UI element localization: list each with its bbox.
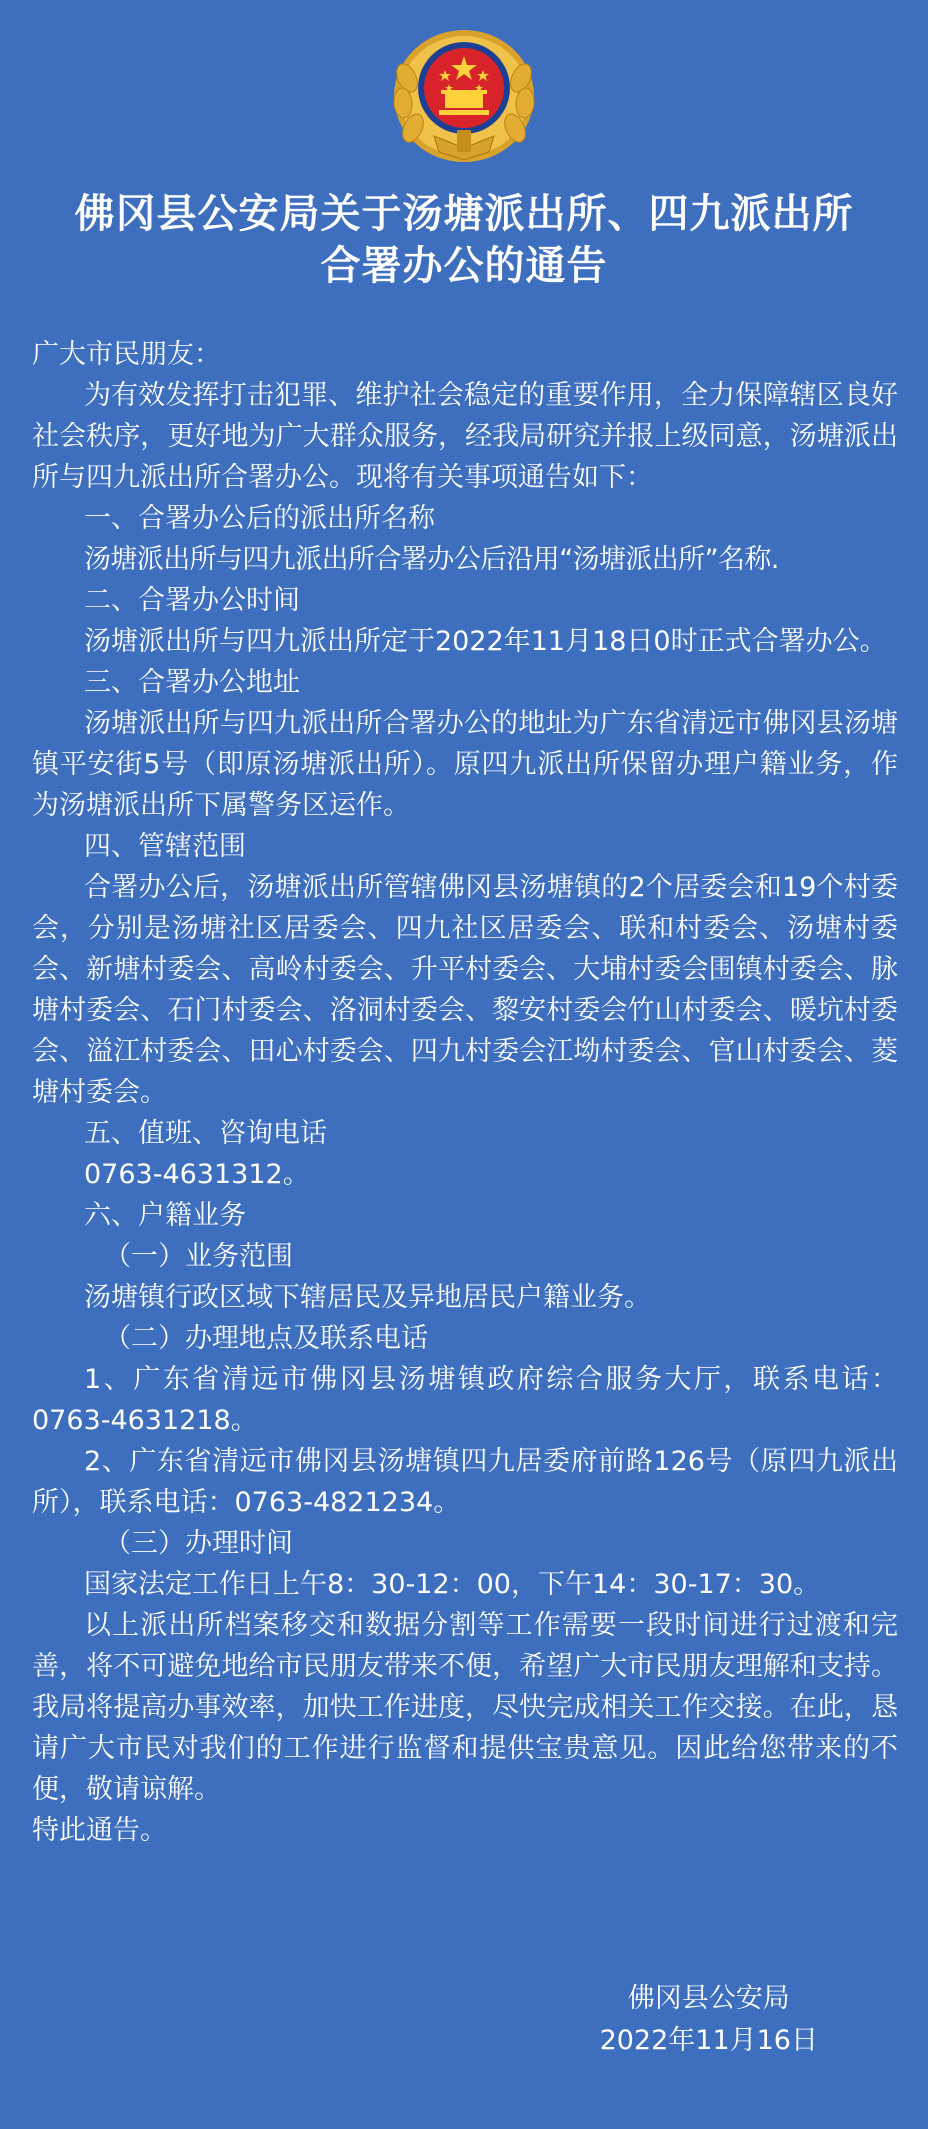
- police-emblem-icon: [389, 18, 539, 168]
- signature-block: [600, 1978, 818, 2062]
- hotline-number: 0763-4631312。: [84, 1159, 310, 1190]
- salutation: 广大市民朋友：: [32, 339, 221, 370]
- paragraph-jurisdiction: 合署办公后，汤塘派出所管辖佛冈县汤塘镇的2个居委会和19个村委会，分别是汤塘社区居委会、四九社区居委会、联和村委会、汤塘村委会、新塘村委会、高岭村委会、升平村委会、大埔村委会围镇村委会、脉塘村委会、石门村委会、洛洞村委会、黎安村委会竹山村委会、暖坑村委会、溢江村委会、田心村委会、四九村委会江坳村委会、官山村委会、菱塘村委会。: [32, 872, 898, 1108]
- section-heading-1: 一、合署办公后的派出所名称: [84, 503, 435, 534]
- signature-date: 2022年11月16日: [599, 2025, 818, 2056]
- subsection-heading-2: （二）办理地点及联系电话: [104, 1323, 428, 1354]
- paragraph-location-1: 1、广东省清远市佛冈县汤塘镇政府综合服务大厅，联系电话：0763-4631218。: [32, 1364, 898, 1436]
- section-heading-4: 四、管辖范围: [84, 831, 246, 862]
- section-heading-3: 三、合署办公地址: [84, 667, 300, 698]
- paragraph-location-2: 2、广东省清远市佛冈县汤塘镇四九居委府前路126号（原四九派出所），联系电话：0763-4821234。: [32, 1446, 898, 1518]
- paragraph-time: 汤塘派出所与四九派出所定于2022年11月18日0时正式合署办公。: [84, 626, 887, 657]
- section-heading-2: 二、合署办公时间: [84, 585, 300, 616]
- subsection-heading-3: （三）办理时间: [104, 1528, 293, 1559]
- notice-body: [32, 334, 898, 1851]
- paragraph-hours: 国家法定工作日上午8：30-12：00，下午14：30-17：30。: [84, 1569, 821, 1600]
- signature-org: 佛冈县公安局: [627, 1983, 790, 2014]
- emblem-area: [0, 18, 928, 168]
- notice-title: [30, 188, 898, 292]
- paragraph-address: 汤塘派出所与四九派出所合署办公的地址为广东省清远市佛冈县汤塘镇平安街5号（即原汤塘派出所）。原四九派出所保留办理户籍业务，作为汤塘派出所下属警务区运作。: [32, 708, 898, 821]
- paragraph-name: 汤塘派出所与四九派出所合署办公后沿用“汤塘派出所”名称.: [84, 544, 779, 575]
- paragraph-intro: 为有效发挥打击犯罪、维护社会稳定的重要作用，全力保障辖区良好社会秩序，更好地为广大群众服务，经我局研究并报上级同意，汤塘派出所与四九派出所合署办公。现将有关事项通告如下：: [32, 380, 898, 493]
- subsection-heading-1: （一）业务范围: [104, 1241, 293, 1272]
- closing-line: 特此通告。: [32, 1815, 167, 1846]
- paragraph-closing-remarks: 以上派出所档案移交和数据分割等工作需要一段时间进行过渡和完善，将不可避免地给市民朋友带来不便，希望广大市民朋友理解和支持。我局将提高办事效率，加快工作进度，尽快完成相关工作交接。在此，恳请广大市民对我们的工作进行监督和提供宝贵意见。因此给您带来的不便，敬请谅解。: [32, 1610, 898, 1805]
- title-line-2: 合署办公的通告: [320, 243, 608, 289]
- section-heading-5: 五、值班、咨询电话: [84, 1118, 327, 1149]
- section-heading-6: 六、户籍业务: [84, 1200, 246, 1231]
- title-line-1: 佛冈县公安局关于汤塘派出所、四九派出所: [74, 191, 854, 237]
- paragraph-scope: 汤塘镇行政区域下辖居民及异地居民户籍业务。: [84, 1282, 651, 1313]
